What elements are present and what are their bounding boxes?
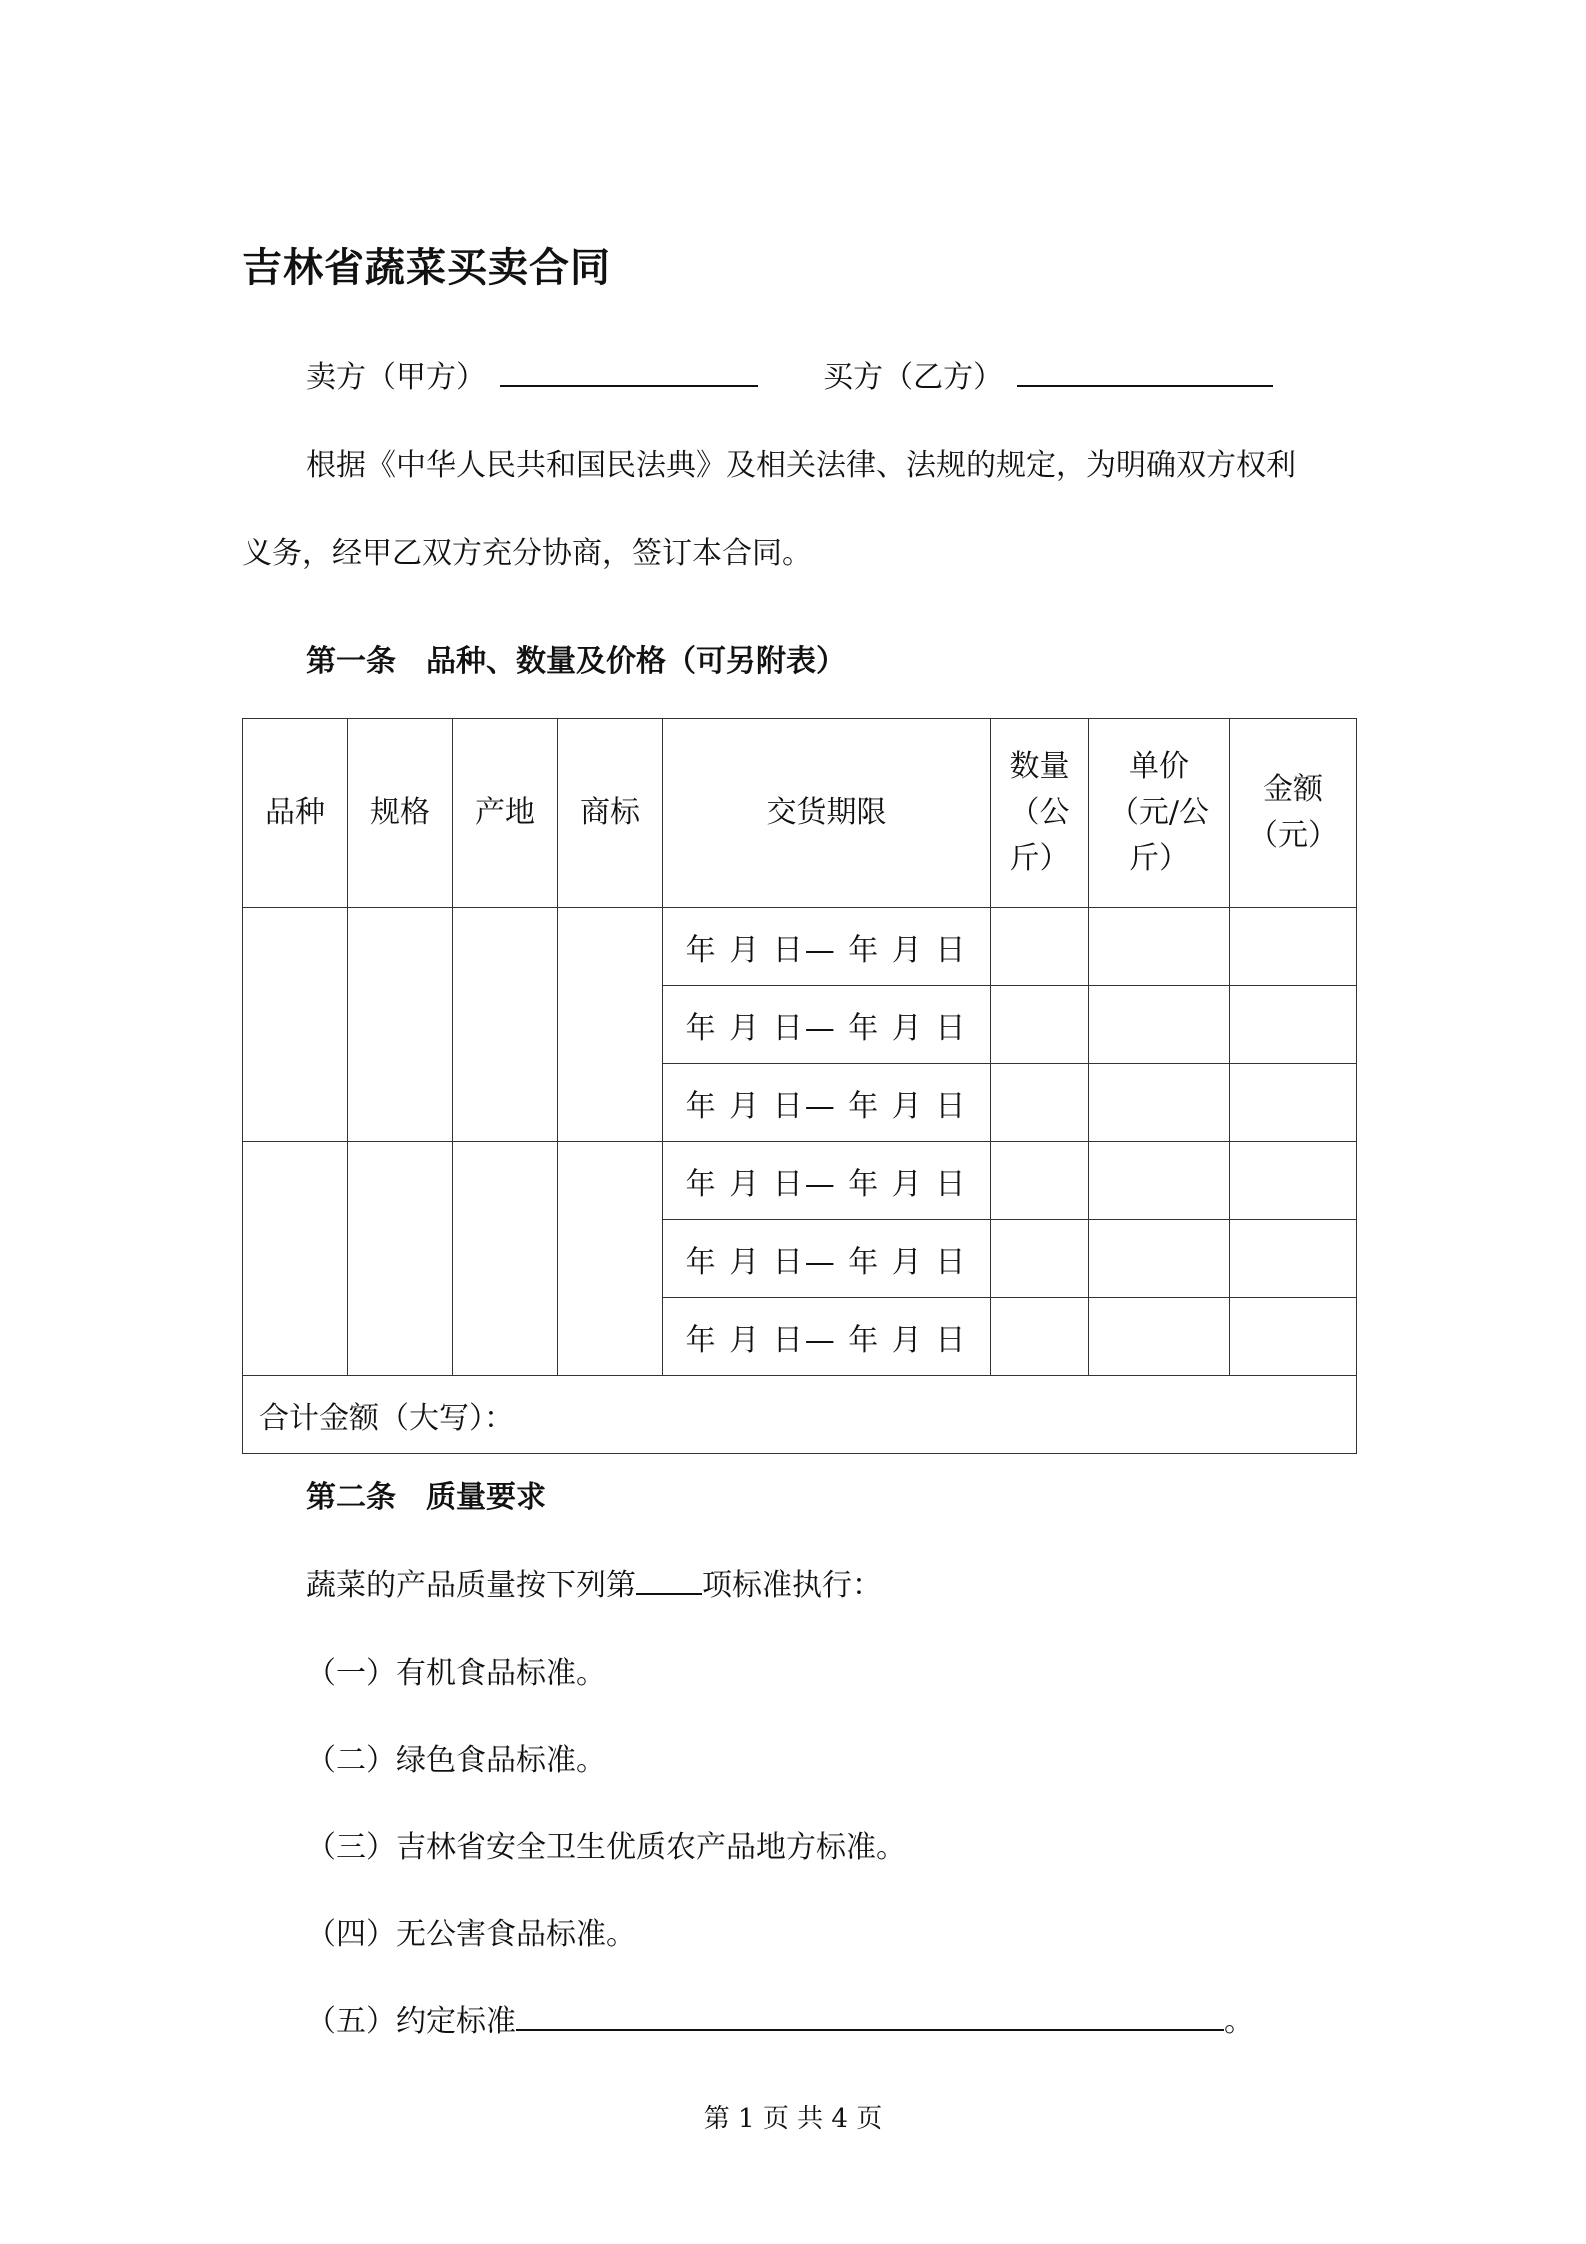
- buyer-name-blank[interactable]: [1017, 355, 1273, 387]
- amount-cell[interactable]: [1230, 1298, 1357, 1376]
- amount-cell[interactable]: [1230, 908, 1357, 986]
- unit-price-cell[interactable]: [1089, 1220, 1230, 1298]
- delivery-period-cell[interactable]: 年 月 日— 年 月 日: [663, 986, 991, 1064]
- delivery-period-cell[interactable]: 年 月 日— 年 月 日: [663, 1220, 991, 1298]
- product-table: [242, 718, 1357, 1454]
- table-row: [243, 1142, 1357, 1220]
- standard-item-3: （三）吉林省安全卫生优质农产品地方标准。: [306, 1830, 906, 1865]
- unit-price-cell[interactable]: [1089, 986, 1230, 1064]
- spec-cell[interactable]: [348, 1142, 453, 1376]
- amount-cell[interactable]: [1230, 1064, 1357, 1142]
- unit-price-cell[interactable]: [1089, 908, 1230, 986]
- quantity-cell[interactable]: [991, 1142, 1089, 1220]
- seller-name-blank[interactable]: [500, 355, 758, 387]
- quality-standard-line: 蔬菜的产品质量按下列第 项标准执行：: [306, 1560, 882, 1604]
- header-period: 交货期限: [663, 719, 991, 908]
- total-amount-cell[interactable]: 合计金额（大写）：: [243, 1376, 1357, 1454]
- quantity-cell[interactable]: [991, 1064, 1089, 1142]
- total-row: [243, 1376, 1357, 1454]
- amount-cell[interactable]: [1230, 1220, 1357, 1298]
- delivery-period-cell[interactable]: 年 月 日— 年 月 日: [663, 1298, 991, 1376]
- standard-number-blank[interactable]: [636, 1563, 702, 1595]
- quantity-cell[interactable]: [991, 1298, 1089, 1376]
- standard-item-1: （一）有机食品标准。: [306, 1656, 606, 1691]
- quantity-cell[interactable]: [991, 986, 1089, 1064]
- header-unit-price: 单价 （元/公 斤）: [1089, 719, 1230, 908]
- delivery-period-cell[interactable]: 年 月 日— 年 月 日: [663, 1142, 991, 1220]
- quantity-cell[interactable]: [991, 1220, 1089, 1298]
- article-2-heading: 第二条 质量要求: [306, 1480, 546, 1515]
- amount-cell[interactable]: [1230, 1142, 1357, 1220]
- intro-line-1: 根据《中华人民共和国民法典》及相关法律、法规的规定，为明确双方权利: [306, 448, 1296, 483]
- table-header-row: [243, 719, 1357, 908]
- origin-cell[interactable]: [453, 1142, 558, 1376]
- header-origin: 产地: [453, 719, 558, 908]
- seller-label: 卖方（甲方）: [306, 360, 486, 395]
- standard-item-5: （五）约定标准 。: [306, 1996, 1254, 2040]
- unit-price-cell[interactable]: [1089, 1298, 1230, 1376]
- agreed-standard-blank[interactable]: [516, 1999, 1224, 2031]
- amount-cell[interactable]: [1230, 986, 1357, 1064]
- delivery-period-cell[interactable]: 年 月 日— 年 月 日: [663, 908, 991, 986]
- table-row: [243, 908, 1357, 986]
- header-brand: 商标: [558, 719, 663, 908]
- header-quantity: 数量 （公 斤）: [991, 719, 1089, 908]
- document-title: 吉林省蔬菜买卖合同: [242, 245, 611, 291]
- intro-line-2: 义务，经甲乙双方充分协商，签订本合同。: [242, 536, 812, 571]
- article-1-heading: 第一条 品种、数量及价格（可另附表）: [306, 644, 846, 679]
- parties-line: [306, 352, 1273, 396]
- variety-cell[interactable]: [243, 908, 348, 1142]
- unit-price-cell[interactable]: [1089, 1064, 1230, 1142]
- variety-cell[interactable]: [243, 1142, 348, 1376]
- header-spec: 规格: [348, 719, 453, 908]
- buyer-label: 买方（乙方）: [823, 360, 1004, 395]
- header-amount: 金额 （元）: [1230, 719, 1357, 908]
- quantity-cell[interactable]: [991, 908, 1089, 986]
- unit-price-cell[interactable]: [1089, 1142, 1230, 1220]
- brand-cell[interactable]: [558, 1142, 663, 1376]
- standard-item-4: （四）无公害食品标准。: [306, 1917, 636, 1952]
- page-footer: 第 1 页 共 4 页: [703, 2104, 883, 2134]
- origin-cell[interactable]: [453, 908, 558, 1142]
- standard-item-2: （二）绿色食品标准。: [306, 1743, 606, 1778]
- header-variety: 品种: [243, 719, 348, 908]
- delivery-period-cell[interactable]: 年 月 日— 年 月 日: [663, 1064, 991, 1142]
- spec-cell[interactable]: [348, 908, 453, 1142]
- brand-cell[interactable]: [558, 908, 663, 1142]
